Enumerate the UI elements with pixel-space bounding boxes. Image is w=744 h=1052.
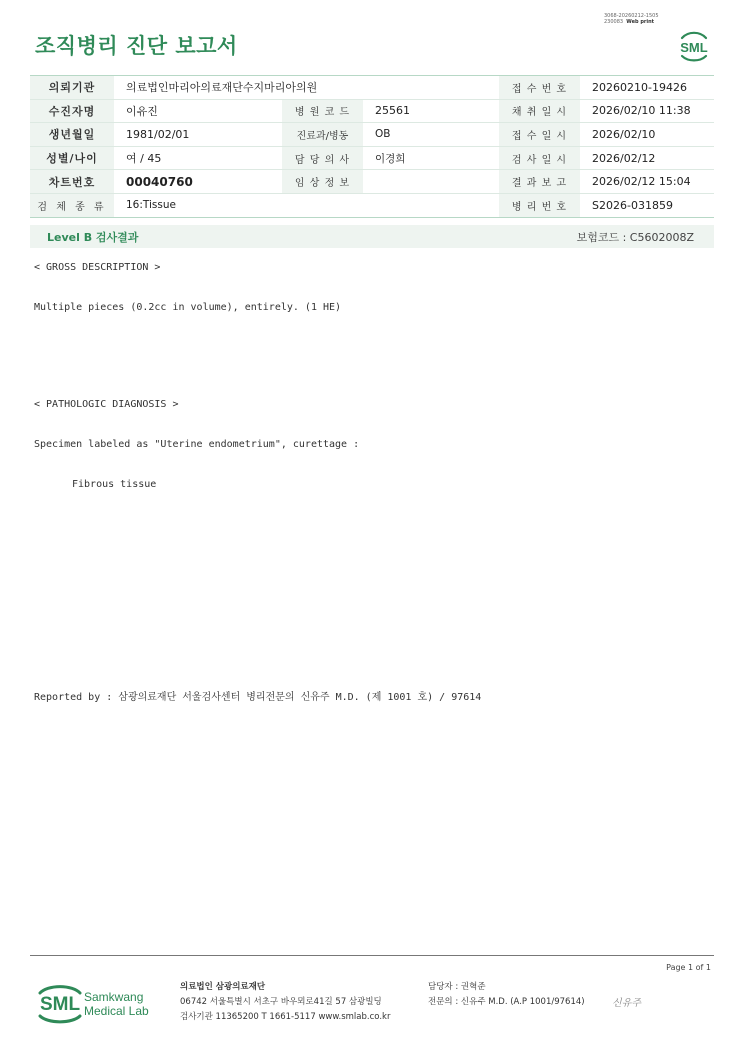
report-value: 2026/02/12 15:04 bbox=[580, 170, 714, 194]
dob-label: 생년월일 bbox=[30, 123, 114, 147]
chart-value: 00040760 bbox=[114, 170, 282, 194]
hospital-code-value: 25561 bbox=[363, 99, 499, 123]
pathologic-text: Specimen labeled as "Uterine endometrium", curettage : bbox=[34, 439, 360, 450]
table-row bbox=[30, 123, 714, 147]
patho-no-value: S2026-031859 bbox=[592, 198, 673, 212]
footer-org-block bbox=[180, 980, 390, 1025]
footer-contact: 검사기관 11365200 T 1661-5117 www.smlab.co.kr bbox=[180, 1012, 391, 1022]
exam-date-value: 2026/02/12 bbox=[580, 146, 714, 170]
gross-heading: < GROSS DESCRIPTION > bbox=[34, 262, 161, 273]
receipt-date-label: 접 수 일 시 bbox=[499, 123, 580, 147]
clinical-value bbox=[363, 170, 499, 194]
chart-label: 차트번호 bbox=[30, 170, 114, 194]
collect-label: 채 취 일 시 bbox=[499, 99, 580, 123]
sml-logo-text: SML bbox=[680, 40, 708, 55]
signature: 신유주 bbox=[612, 998, 641, 1009]
doctor-value: 이경희 bbox=[363, 146, 499, 170]
footer-specialist: 전문의 : 신유주 M.D. (A.P 1001/97614) bbox=[428, 997, 585, 1007]
dept-value: OB bbox=[363, 123, 499, 147]
report-title: 조직병리 진단 보고서 bbox=[35, 34, 238, 58]
report-label: 결 과 보 고 bbox=[499, 170, 580, 194]
hospital-code-label: 병 원 코 드 bbox=[282, 99, 363, 123]
reported-by: Reported by : 삼광의료재단 서울검사센터 병리전문의 신유주 M.D. (제 1001 호) / 97614 bbox=[34, 692, 482, 703]
logo-line2: Medical Lab bbox=[84, 1004, 149, 1018]
table-row bbox=[30, 193, 714, 217]
sex-age-label: 성별/나이 bbox=[30, 146, 114, 170]
footer-divider bbox=[30, 955, 714, 956]
footer-address: 06742 서울특별시 서초구 바우뫼로41길 57 삼광빌딩 bbox=[180, 997, 382, 1007]
specimen-label: 검 체 종 류 bbox=[30, 193, 114, 217]
patient-value: 이유진 bbox=[114, 99, 282, 123]
dept-label: 진료과/병동 bbox=[282, 123, 363, 147]
pathologic-heading: < PATHOLOGIC DIAGNOSIS > bbox=[34, 399, 179, 410]
samkwang-logo-icon bbox=[36, 980, 156, 1026]
receipt-no-value: 20260210-19426 bbox=[580, 76, 714, 100]
footer-staff-block bbox=[428, 980, 585, 1010]
result-section-title: Level B 검사결과 bbox=[47, 230, 139, 244]
footer-org-name: 의료법인 삼광의료재단 bbox=[180, 982, 266, 992]
gross-text: Multiple pieces (0.2cc in volume), entirely. (1 HE) bbox=[34, 302, 342, 313]
print-code-line1: 3068-20260212-1505 bbox=[604, 13, 659, 19]
table-row bbox=[30, 76, 714, 100]
footer-manager: 담당자 : 권혁준 bbox=[428, 982, 486, 992]
sex-age-value: 여 / 45 bbox=[114, 146, 282, 170]
specimen-value: 16:Tissue bbox=[126, 199, 176, 212]
print-codes bbox=[604, 13, 659, 25]
logo-line1: Samkwang bbox=[84, 990, 144, 1004]
exam-date-label: 검 사 일 시 bbox=[499, 146, 580, 170]
patient-label: 수진자명 bbox=[30, 99, 114, 123]
print-code-line2: 230083 Web print bbox=[604, 19, 655, 25]
sml-logo-icon bbox=[674, 26, 714, 64]
table-row bbox=[30, 146, 714, 170]
clinical-label: 임 상 정 보 bbox=[282, 170, 363, 194]
institution-label: 의뢰기관 bbox=[30, 76, 114, 100]
patho-no-label: 병 리 번 호 bbox=[499, 193, 580, 217]
table-row bbox=[30, 99, 714, 123]
receipt-date-value: 2026/02/10 bbox=[580, 123, 714, 147]
page-number: Page 1 of 1 bbox=[666, 963, 711, 972]
patient-info-table bbox=[30, 75, 714, 218]
diagnosis-text: Fibrous tissue bbox=[72, 479, 157, 490]
svg-text:SML: SML bbox=[39, 994, 81, 1015]
collect-value: 2026/02/10 11:38 bbox=[580, 99, 714, 123]
table-row bbox=[30, 170, 714, 194]
institution-value: 의료법인마리아의료재단수지마리아의원 bbox=[114, 76, 499, 100]
insurance-code: 보험코드 : C5602008Z bbox=[576, 230, 694, 244]
result-section-bar bbox=[30, 225, 714, 248]
dob-value: 1981/02/01 bbox=[114, 123, 282, 147]
doctor-label: 담 당 의 사 bbox=[282, 146, 363, 170]
receipt-no-label: 접 수 번 호 bbox=[499, 76, 580, 100]
